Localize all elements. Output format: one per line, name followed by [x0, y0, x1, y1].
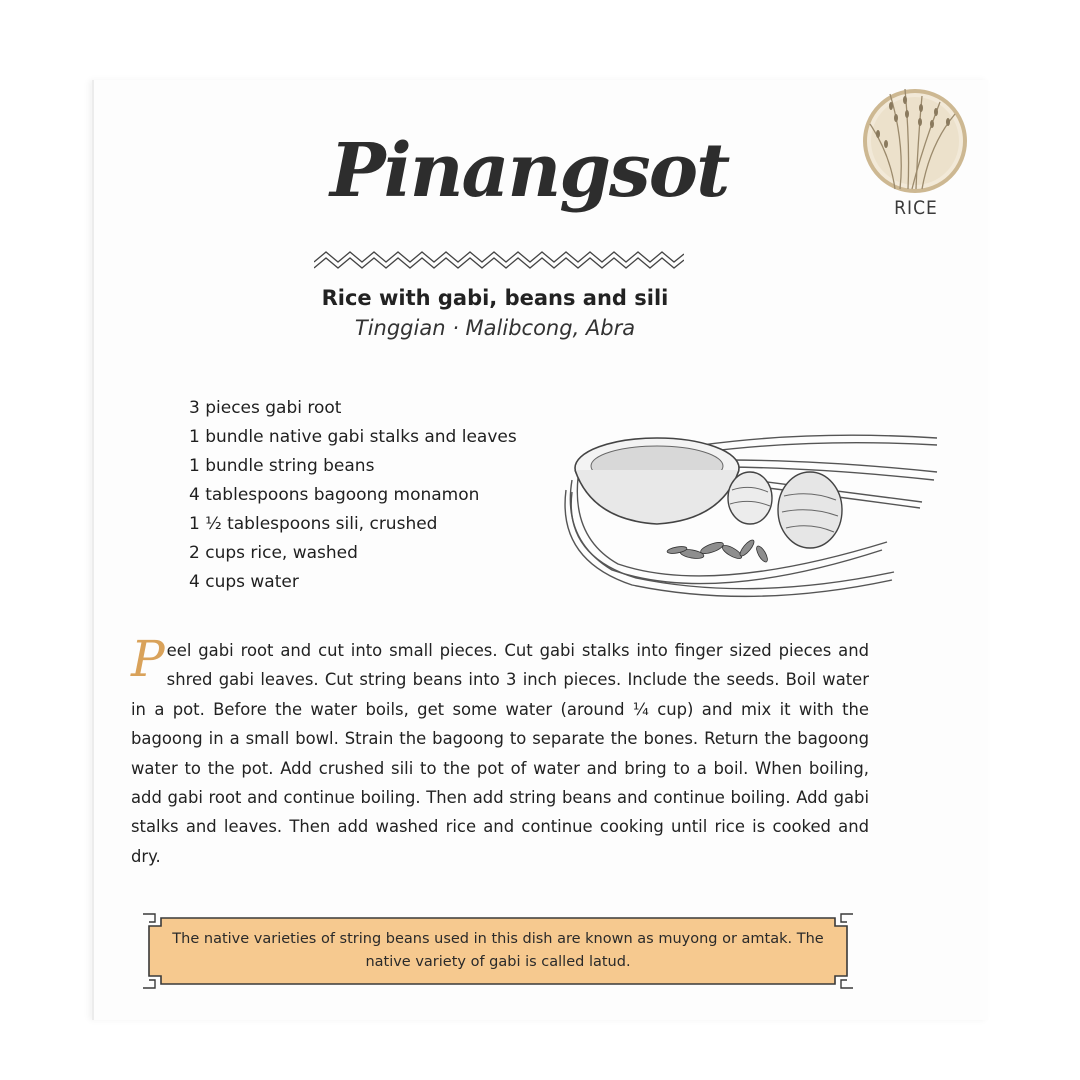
rice-stalk-icon: [860, 84, 970, 194]
note-text: The native varieties of string beans used in this dish are known as muyong or amtak. The native variety of gabi is called latud.: [172, 931, 824, 970]
ingredients-illustration: [552, 420, 942, 605]
ingredient-item: 4 tablespoons bagoong monamon: [189, 485, 480, 505]
ingredient-item: 1 ½ tablespoons sili, crushed: [189, 514, 438, 534]
ingredient-item: 1 bundle native gabi stalks and leaves: [189, 427, 517, 447]
category-label: RICE: [894, 197, 938, 219]
cooking-instructions: [131, 630, 869, 871]
ingredient-item: 1 bundle string beans: [189, 456, 375, 476]
recipe-title: Pinangsot: [330, 128, 729, 214]
recipe-origin: Tinggian · Malibcong, Abra: [354, 316, 636, 340]
dropcap-letter: P: [131, 630, 165, 688]
ingredient-item: 4 cups water: [189, 572, 299, 592]
zigzag-divider: [314, 244, 684, 274]
ingredient-item: 2 cups rice, washed: [189, 543, 358, 563]
recipe-subtitle: Rice with gabi, beans and sili: [321, 286, 669, 310]
page-edge: [92, 80, 94, 1020]
instructions-text: eel gabi root and cut into small pieces. Cut gabi stalks into finger sized pieces and shred gabi leaves. Cut string beans into 3 inch pieces. Include the seeds. Boil water in a pot. Before the water boils, get some water (around ¼ cup) and mix it with the bagoong in a small bowl. Strain the bagoong to separate the bones. Return the bagoong water to the pot. Add crushed sili to the pot of water and bring to a boil. When boiling, add gabi root and continue boiling. Then add string beans and continue boiling. Add gabi stalks and leaves. Then add washed rice and continue cooking until rice is cooked and dry.: [131, 641, 869, 866]
ingredients-list: [189, 394, 517, 597]
ingredient-item: 3 pieces gabi root: [189, 398, 342, 418]
